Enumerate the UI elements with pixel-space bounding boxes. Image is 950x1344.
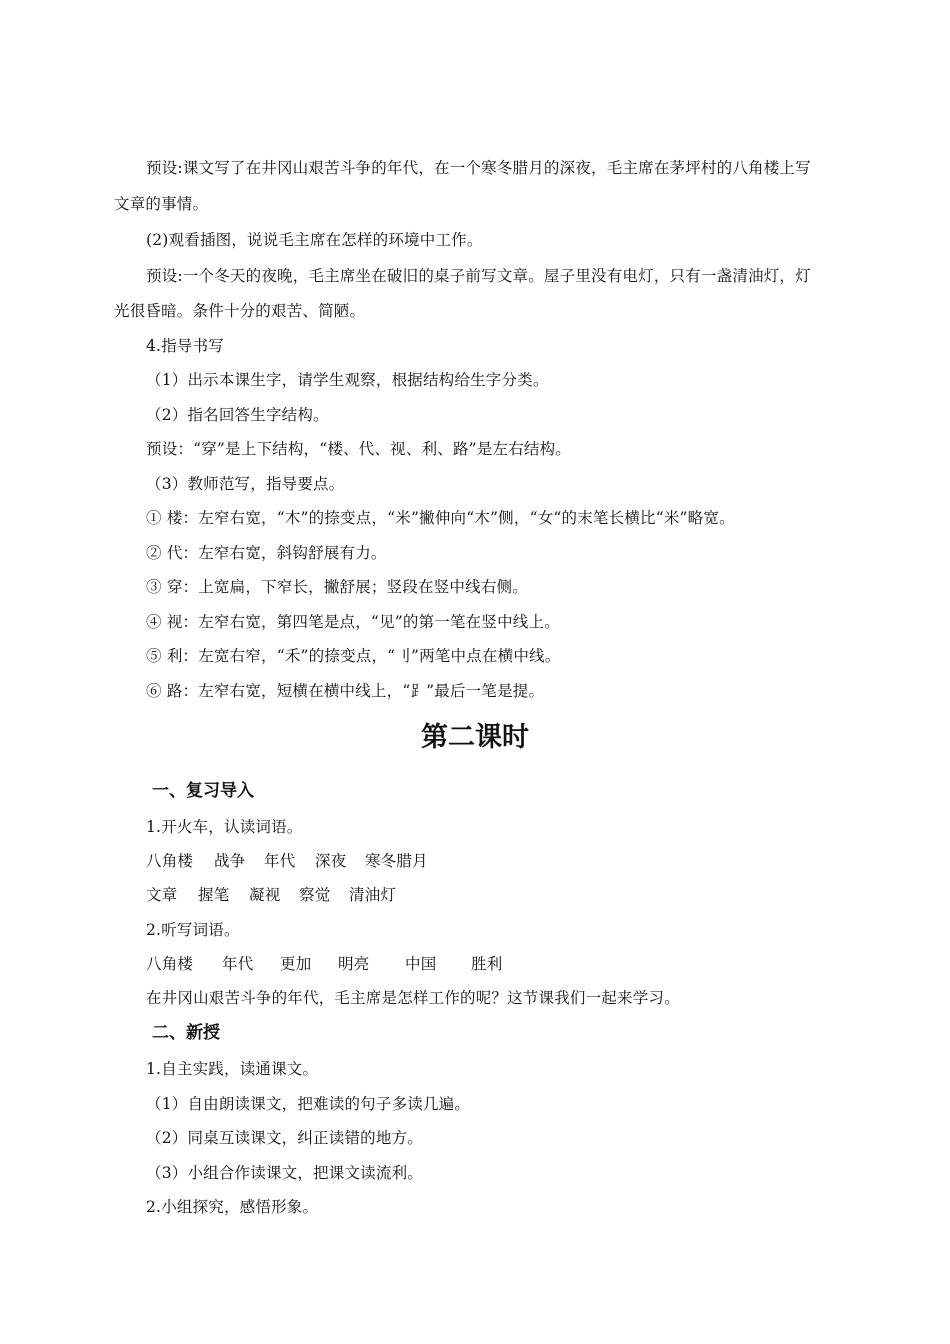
paragraph-line: 在井冈山艰苦斗争的年代，毛主席是怎样工作的呢？这节课我们一起来学习。 — [146, 989, 680, 1007]
section-heading-review: 一、复习导入 — [152, 781, 254, 801]
word: 更加 — [280, 955, 312, 973]
word: 文章 — [146, 886, 178, 904]
section-heading-new-lesson: 二、新授 — [152, 1023, 220, 1043]
paragraph-line: （2）指名回答生字结构。 — [146, 406, 329, 424]
paragraph-line: ⑤ 利：左宽右窄，“禾”的捺变点，“刂”两笔中点在横中线。 — [146, 647, 561, 665]
word: 寒冬腊月 — [365, 852, 428, 870]
word-list-row — [146, 851, 428, 871]
list-item: （1）自由朗读课文，把难读的句子多读几遍。 — [146, 1095, 471, 1113]
word: 年代 — [222, 955, 254, 973]
paragraph-line: 预设:课文写了在井冈山艰苦斗争的年代，在一个寒冬腊月的深夜，毛主席在茅坪村的八角楼上写 — [146, 159, 811, 177]
word: 战争 — [214, 852, 246, 870]
lesson-title: 第二课时 — [421, 722, 529, 753]
list-item: （3）小组合作读课文，把课文读流利。 — [146, 1164, 423, 1182]
word: 明亮 — [338, 955, 370, 973]
paragraph-line: （1）出示本课生字，请学生观察，根据结构给生字分类。 — [146, 371, 549, 389]
word: 年代 — [264, 852, 296, 870]
word-list-row — [146, 954, 502, 974]
paragraph-line: （3）教师范写，指导要点。 — [146, 475, 345, 493]
paragraph-line: 光很昏暗。条件十分的艰苦、简陋。 — [114, 302, 366, 320]
paragraph-line: ③ 穿：上宽扁，下窄长，撇舒展；竖段在竖中线右侧。 — [146, 578, 528, 596]
list-item: （2）同桌互读课文，纠正读错的地方。 — [146, 1129, 423, 1147]
list-item: 1.开火车，认读词语。 — [146, 818, 303, 836]
paragraph-line: ① 楼：左窄右宽，“木”的捺变点，“米”撇伸向“木”侧，“女“的末笔长横比“米”略宽。 — [146, 509, 735, 527]
word: 察觉 — [299, 886, 331, 904]
word: 中国 — [405, 955, 437, 973]
word: 凝视 — [249, 886, 281, 904]
word: 八角楼 — [146, 852, 194, 870]
word: 八角楼 — [146, 955, 194, 973]
list-item: 2.听写词语。 — [146, 921, 240, 939]
list-item: 1.自主实践，读通课文。 — [146, 1060, 319, 1078]
paragraph-line: 预设：“穿”是上下结构，“楼、代、视、利、路”是左右结构。 — [146, 440, 571, 458]
paragraph-line: 预设:一个冬天的夜晚，毛主席坐在破旧的桌子前写文章。屋子里没有电灯，只有一盏清油灯，灯 — [146, 267, 811, 285]
paragraph-line: ② 代：左窄右宽，斜钩舒展有力。 — [146, 544, 387, 562]
paragraph-line: (2)观看插图，说说毛主席在怎样的环境中工作。 — [146, 231, 483, 249]
word: 握笔 — [198, 886, 230, 904]
paragraph-line: 4.指导书写 — [146, 337, 224, 355]
word-list-row — [146, 885, 396, 905]
paragraph-line: ⑥ 路：左窄右宽，短横在横中线上，“⻊”最后一笔是提。 — [146, 682, 545, 700]
paragraph-line: ④ 视：左窄右宽，第四笔是点，“见”的第一笔在竖中线上。 — [146, 613, 560, 631]
word: 胜利 — [471, 955, 503, 973]
paragraph-line: 文章的事情。 — [114, 195, 209, 213]
list-item: 2.小组探究，感悟形象。 — [146, 1198, 319, 1216]
word: 清油灯 — [349, 886, 397, 904]
word: 深夜 — [315, 852, 347, 870]
